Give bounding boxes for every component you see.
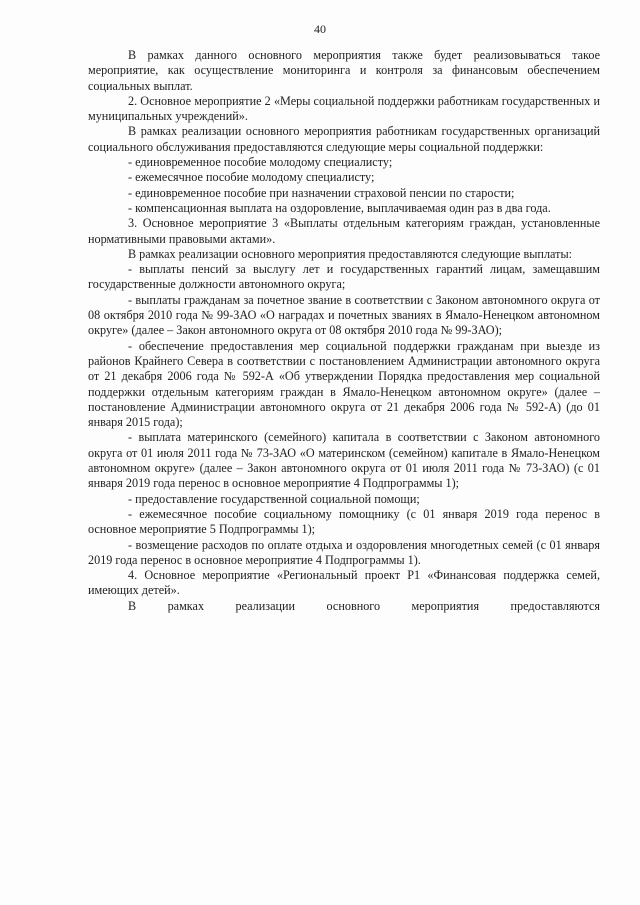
page-number: 40 [314,22,326,36]
paragraph: 4. Основное мероприятие «Региональный проект Р1 «Финансовая поддержка семей, имеющих детей». [88,568,600,598]
list-item: - компенсационная выплата на оздоровление, выплачиваемая один раз в два года. [128,200,551,215]
paragraph: 3. Основное мероприятие 3 «Выплаты отдельным категориям граждан, установленные нормативными правовыми актами». [88,216,600,246]
list-item: - предоставление государственной социальной помощи; [128,491,420,506]
list-item: - выплаты пенсий за выслугу лет и государственных гарантий лицам, замещавшим государственные должности автономного округа; [88,262,600,292]
paragraph: 2. Основное мероприятие 2 «Меры социальной поддержки работникам государственных и муниципальных учреждений». [88,93,600,124]
list-item: - выплаты гражданам за почетное звание в соответствии с Законом автономного округа от 08 октября 2010 года № 99-ЗАО «О наградах и почетных званиях в Ямало-Ненецком автономном округе» (далее – Закон автономного округа от 08 октября 2010 года № 99-ЗАО); [88,292,600,338]
paragraph: В рамках реализации основного мероприятия предоставляются следующие выплаты: [128,246,573,261]
list-item: - единовременное пособие молодому специалисту; [128,155,393,170]
paragraph: В рамках реализации основного мероприятия работникам государственных организаций социального обслуживания предоставляются следующие меры социальной поддержки: [88,124,600,154]
list-item: - возмещение расходов по оплате отдыха и оздоровления многодетных семей (с 01 января 2019 года перенос в основное мероприятие 4 Подпрограммы 1). [88,537,600,567]
list-item: - ежемесячное пособие молодому специалисту; [128,170,375,185]
paragraph: В рамках данного основного мероприятия также будет реализовываться такое мероприятие, как осуществление мониторинга и контроля за финансовым обеспечением социальных выплат. [88,48,600,93]
document-body [88,48,600,614]
list-item: - выплата материнского (семейного) капитала в соответствии с Законом автономного округа от 01 июля 2011 года № 73-ЗАО «О материнском (семейном) капитале в Ямало-Ненецком автономном округе» (далее – Закон автономного округа от 01 июля 2011 года № 73-ЗАО) (с 01 января 2019 года перенос в основное мероприятие 4 Подпрограммы 1); [88,430,600,491]
list-item: - единовременное пособие при назначении страховой пенсии по старости; [128,185,515,200]
list-item: - обеспечение предоставления мер социальной поддержки гражданам при выезде из районов Крайнего Севера в соответствии с постановлением Администрации автономного округа от 21 декабря 2006 года № 592-А «Об утверждении Порядка предоставления мер социальной поддержки отдельным категориям граждан в Ямало-Ненецком автономном округе» (далее – постановление Администрации автономного округа от 21 декабря 2006 года № 592-А) (до 01 января 2015 года); [88,338,600,430]
paragraph: В рамках реализации основного мероприятия предоставляются [128,598,600,613]
list-item: - ежемесячное пособие социальному помощнику (с 01 января 2019 года перенос в основное мероприятие 5 Подпрограммы 1); [88,506,600,537]
